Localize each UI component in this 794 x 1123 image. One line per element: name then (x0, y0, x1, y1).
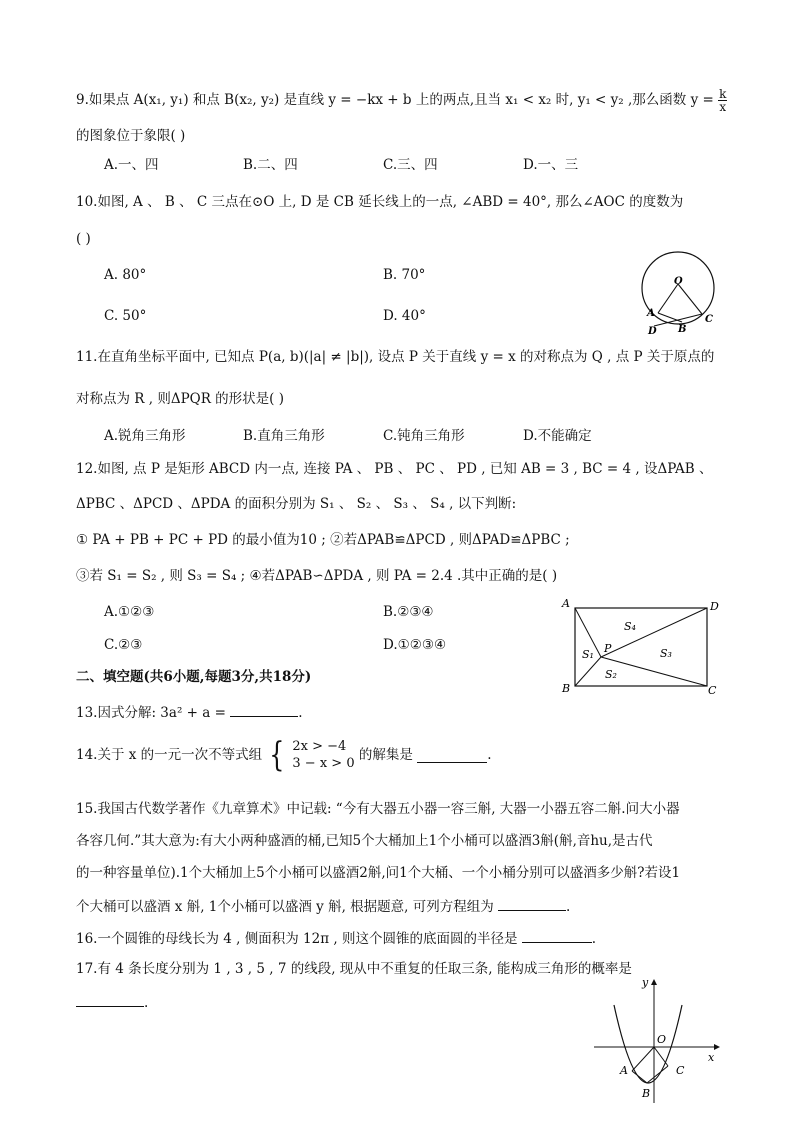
q11-option-d: D.不能确定 (523, 428, 592, 444)
q17-parabola-figure (590, 975, 724, 1105)
q17-segment-ab (632, 1071, 647, 1083)
q14-tail: . (487, 747, 492, 763)
q9-text: 9.如果点 A(x₁, y₁) 和点 B(x₂, y₂) 是直线 y = −kx + b 上的两点,且当 x₁ < x₂ 时, y₁ < y₂ ,那么函数 y = (76, 92, 714, 108)
q14-system (292, 738, 354, 772)
q10-option-d: D. 40° (383, 308, 426, 324)
q12-rectangle (575, 608, 707, 686)
q14-line (76, 735, 492, 775)
q15-tail: . (566, 899, 571, 915)
q11-line1: 11.在直角坐标平面中, 已知点 P(a, b)(|a| ≠ |b|), 设点 P 关于直线 y = x 的对称点为 Q , 点 P 关于原点的 (76, 349, 715, 365)
q17-line2 (76, 992, 148, 1012)
q10-line2: ( ) (76, 231, 91, 247)
q9-option-a: A.一、四 (104, 157, 159, 173)
q12-label-a: A (562, 597, 570, 610)
q15-answer-blank[interactable] (498, 896, 566, 911)
q17-y-arrow (651, 979, 657, 985)
q9-line2: 的图象位于象限( ) (76, 128, 186, 144)
q17-line1: 17.有 4 条长度分别为 1 , 3 , 5 , 7 的线段, 现从中不重复的任取三条, 能构成三角形的概率是 (76, 961, 632, 977)
q17-answer-blank[interactable] (76, 992, 144, 1007)
q12-label-d: D (710, 600, 719, 613)
q16-tail: . (591, 931, 597, 947)
q9-fraction (718, 88, 727, 113)
q12-label-s4: S₄ (624, 620, 636, 633)
q17-segment-bc (647, 1066, 668, 1083)
q13-text: 13.因式分解: 3a² + a = (76, 705, 226, 721)
q14-post: 的解集是 (358, 747, 413, 763)
q17-label-y: y (642, 976, 649, 989)
q13-answer-blank[interactable] (230, 702, 298, 717)
q10-label-c: C (705, 314, 713, 325)
q10-label-a: A (647, 308, 655, 319)
q11-line2: 对称点为 R , 则ΔPQR 的形状是( ) (76, 391, 285, 407)
q12-label-c: C (708, 684, 717, 697)
q12-line3: ① PA + PB + PC + PD 的最小值为10 ; ②若ΔPAB≌ΔPCD , 则ΔPAD≌ΔPBC ; (76, 532, 570, 548)
q14-inequality-2: 3 − x > 0 (292, 756, 355, 771)
q17-segment-oa (632, 1047, 654, 1071)
section-title-fill-in: 二、填空题(共6小题,每题3分,共18分) (76, 669, 312, 685)
q10-label-o: O (674, 276, 683, 287)
q12-option-d: D.①②③④ (383, 637, 447, 653)
q17-tail: . (144, 995, 149, 1011)
q12-line2: ΔPBC 、ΔPCD 、ΔPDA 的面积分别为 S₁ 、 S₂ 、 S₃ 、 S₄ , 以下判断: (76, 496, 517, 512)
q12-line4: ③若 S₁ = S₂ , 则 S₃ = S₄ ; ④若ΔPAB∽ΔPDA , 则 PA = 2.4 .其中正确的是( ) (76, 568, 558, 584)
q16-answer-blank[interactable] (522, 928, 592, 943)
q9-frac-num: k (719, 87, 727, 101)
q14-brace: { (269, 735, 285, 775)
q9-option-d: D.一、三 (523, 157, 579, 173)
q9-option-c: C.三、四 (383, 157, 438, 173)
q10-segment-oa (658, 284, 678, 313)
q10-circle-figure (636, 250, 726, 338)
q12-label-b: B (562, 682, 571, 695)
q11-option-b: B.直角三角形 (243, 428, 325, 444)
q10-option-c: C. 50° (104, 308, 147, 324)
q12-segment-pb (575, 657, 601, 686)
q15-line4-text: 个大桶可以盛酒 x 斛, 1个小桶可以盛酒 y 斛, 根据题意, 可列方程组为 (76, 899, 494, 915)
q12-option-a: A.①②③ (104, 604, 155, 620)
q16-text: 16.一个圆锥的母线长为 4 , 侧面积为 12π , 则这个圆锥的底面圆的半径是 (76, 931, 518, 947)
q17-segment-oc (654, 1047, 668, 1066)
q10-label-b: B (678, 324, 687, 335)
q10-segment-oc (678, 284, 702, 314)
q12-option-b: B.②③④ (383, 604, 434, 620)
q15-line1: 15.我国古代数学著作《九章算术》中记载: “今有大器五小器一容三斛, 大器一小器五容二斛.问大小器 (76, 801, 680, 817)
q14-answer-blank[interactable] (417, 748, 487, 763)
q17-label-c: C (676, 1064, 685, 1077)
q12-rectangle-figure (558, 596, 726, 700)
q10-option-b: B. 70° (383, 267, 426, 283)
q17-x-arrow (714, 1044, 720, 1050)
q12-line1: 12.如图, 点 P 是矩形 ABCD 内一点, 连接 PA 、 PB 、 PC 、 PD , 已知 AB = 3 , BC = 4 , 设ΔPAB 、 (76, 461, 713, 477)
q9-line1 (76, 88, 727, 113)
q14-pre: 14.关于 x 的一元一次不等式组 (76, 747, 263, 763)
q12-label-s2: S₂ (605, 668, 617, 681)
q12-label-s3: S₃ (660, 647, 672, 660)
q17-label-x: x (708, 1051, 715, 1064)
q13-line (76, 702, 303, 722)
q15-line4 (76, 896, 570, 916)
q14-inequality-1: 2x > −4 (292, 739, 347, 754)
q15-line3: 的一种容量单位).1个大桶加上5个小桶可以盛酒2斛,问1个大桶、一个小桶分别可以盛酒多少斛?若设1 (76, 865, 681, 881)
q10-label-d: D (648, 326, 657, 337)
q12-segment-pd (601, 608, 707, 657)
q11-option-c: C.钝角三角形 (383, 428, 465, 444)
q10-line1: 10.如图, A 、 B 、 C 三点在⊙O 上, D 是 CB 延长线上的一点, ∠ABD = 40°, 那么∠AOC 的度数为 (76, 194, 684, 210)
q12-label-s1: S₁ (582, 648, 594, 661)
q11-option-a: A.锐角三角形 (104, 428, 186, 444)
q17-label-o: O (657, 1033, 667, 1046)
q12-option-c: C.②③ (104, 637, 143, 653)
q9-frac-den: x (719, 100, 727, 114)
q9-option-b: B.二、四 (243, 157, 298, 173)
q10-option-a: A. 80° (104, 267, 147, 283)
q17-label-b: B (642, 1087, 651, 1100)
q17-label-a: A (620, 1064, 628, 1077)
q13-tail: . (298, 705, 303, 721)
q16-line (76, 928, 596, 948)
q15-line2: 各容几何.”其大意为:有大小两种盛酒的桶,已知5个大桶加上1个小桶可以盛酒3斛(斛,音hu,是古代 (76, 833, 653, 849)
q12-label-p: P (604, 642, 612, 655)
